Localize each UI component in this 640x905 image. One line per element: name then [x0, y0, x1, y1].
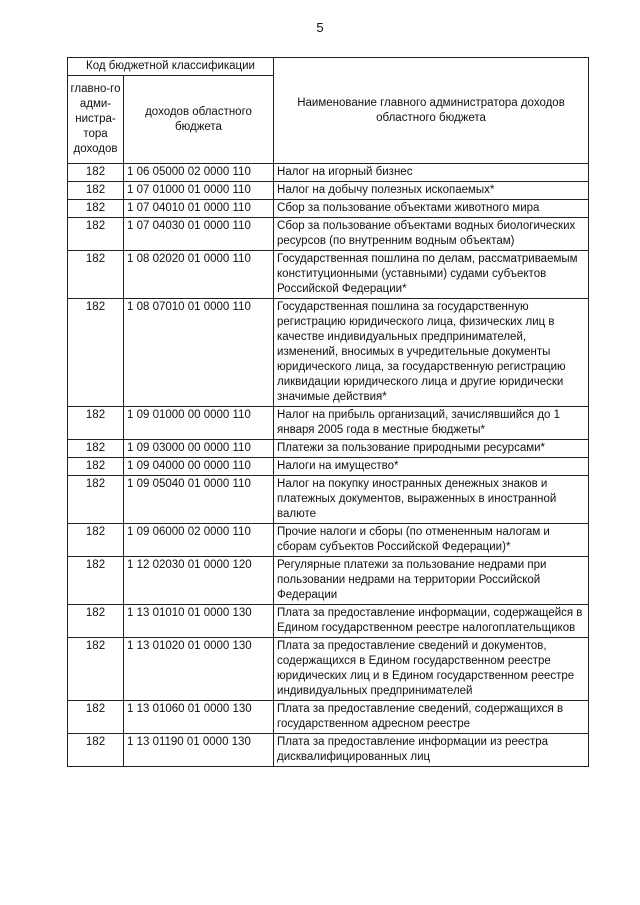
- table-row: [68, 164, 589, 182]
- budget-classification-table: [67, 57, 589, 767]
- administrator-code-cell: 182: [68, 164, 124, 182]
- administrator-code-cell: 182: [68, 218, 124, 251]
- revenue-name-cell: Регулярные платежи за пользование недрами при пользовании недрами на территории Российской Федерации: [274, 557, 589, 605]
- administrator-code-cell: 182: [68, 440, 124, 458]
- revenue-name-cell: Плата за предоставление информации из реестра дисквалифицированных лиц: [274, 734, 589, 767]
- revenue-name-cell: Плата за предоставление информации, содержащейся в Едином государственном реестре налогоплательщиков: [274, 605, 589, 638]
- table-row: [68, 440, 589, 458]
- revenue-name-cell: Налог на прибыль организаций, зачислявшийся до 1 января 2005 года в местные бюджеты*: [274, 407, 589, 440]
- revenue-code-cell: 1 13 01020 01 0000 130: [124, 638, 274, 701]
- header-main-administrator: главно-го адми-нистра-тора доходов: [68, 76, 124, 164]
- administrator-code-cell: 182: [68, 182, 124, 200]
- revenue-code-cell: 1 09 01000 00 0000 110: [124, 407, 274, 440]
- administrator-code-cell: 182: [68, 701, 124, 734]
- revenue-code-cell: 1 12 02030 01 0000 120: [124, 557, 274, 605]
- administrator-code-cell: 182: [68, 734, 124, 767]
- table-row: [68, 476, 589, 524]
- table-row: [68, 701, 589, 734]
- administrator-code-cell: 182: [68, 557, 124, 605]
- revenue-name-cell: Сбор за пользование объектами водных биологических ресурсов (по внутренним водным объектам): [274, 218, 589, 251]
- table-row: [68, 251, 589, 299]
- revenue-code-cell: 1 13 01190 01 0000 130: [124, 734, 274, 767]
- administrator-code-cell: 182: [68, 251, 124, 299]
- revenue-code-cell: 1 08 02020 01 0000 110: [124, 251, 274, 299]
- revenue-name-cell: Налог на покупку иностранных денежных знаков и платежных документов, выраженных в иностранной валюте: [274, 476, 589, 524]
- revenue-code-cell: 1 07 04010 01 0000 110: [124, 200, 274, 218]
- administrator-code-cell: 182: [68, 200, 124, 218]
- header-regional-revenue: доходов областного бюджета: [124, 76, 274, 164]
- revenue-name-cell: Сбор за пользование объектами животного мира: [274, 200, 589, 218]
- revenue-code-cell: 1 07 04030 01 0000 110: [124, 218, 274, 251]
- revenue-code-cell: 1 09 06000 02 0000 110: [124, 524, 274, 557]
- administrator-code-cell: 182: [68, 458, 124, 476]
- revenue-code-cell: 1 13 01010 01 0000 130: [124, 605, 274, 638]
- table-row: [68, 458, 589, 476]
- table-row: [68, 734, 589, 767]
- revenue-name-cell: Государственная пошлина за государственную регистрацию юридического лица, физических лиц в качестве индивидуальных предпринимателей, изменений, вносимых в учредительные документы юридического лица, за государственную регистрацию ликвидации юридического лица и другие юридически значимые действия*: [274, 299, 589, 407]
- header-budget-classification-code: Код бюджетной классификации: [68, 58, 274, 76]
- page-number: 5: [316, 20, 324, 35]
- revenue-code-cell: 1 06 05000 02 0000 110: [124, 164, 274, 182]
- header-administrator-name: Наименование главного администратора доходов областного бюджета: [274, 58, 589, 164]
- administrator-code-cell: 182: [68, 476, 124, 524]
- table-row: [68, 605, 589, 638]
- table-row: [68, 557, 589, 605]
- revenue-code-cell: 1 13 01060 01 0000 130: [124, 701, 274, 734]
- table-row: [68, 299, 589, 407]
- revenue-name-cell: Платежи за пользование природными ресурсами*: [274, 440, 589, 458]
- revenue-code-cell: 1 07 01000 01 0000 110: [124, 182, 274, 200]
- table-row: [68, 407, 589, 440]
- revenue-name-cell: Плата за предоставление сведений и документов, содержащихся в Едином государственном реестре юридических лиц и в Едином государственном реестре индивидуальных предпринимателей: [274, 638, 589, 701]
- table-row: [68, 200, 589, 218]
- revenue-name-cell: Плата за предоставление сведений, содержащихся в государственном адресном реестре: [274, 701, 589, 734]
- revenue-code-cell: 1 09 03000 00 0000 110: [124, 440, 274, 458]
- administrator-code-cell: 182: [68, 524, 124, 557]
- administrator-code-cell: 182: [68, 299, 124, 407]
- revenue-name-cell: Налоги на имущество*: [274, 458, 589, 476]
- table-body: [68, 164, 589, 767]
- table-row: [68, 524, 589, 557]
- table-row: [68, 218, 589, 251]
- revenue-code-cell: 1 08 07010 01 0000 110: [124, 299, 274, 407]
- table-row: [68, 638, 589, 701]
- revenue-name-cell: Прочие налоги и сборы (по отмененным налогам и сборам субъектов Российской Федерации)*: [274, 524, 589, 557]
- revenue-name-cell: Налог на игорный бизнес: [274, 164, 589, 182]
- revenue-code-cell: 1 09 05040 01 0000 110: [124, 476, 274, 524]
- table-row: [68, 182, 589, 200]
- revenue-name-cell: Налог на добычу полезных ископаемых*: [274, 182, 589, 200]
- administrator-code-cell: 182: [68, 638, 124, 701]
- administrator-code-cell: 182: [68, 605, 124, 638]
- administrator-code-cell: 182: [68, 407, 124, 440]
- revenue-name-cell: Государственная пошлина по делам, рассматриваемым конституционными (уставными) судами субъектов Российской Федерации*: [274, 251, 589, 299]
- revenue-code-cell: 1 09 04000 00 0000 110: [124, 458, 274, 476]
